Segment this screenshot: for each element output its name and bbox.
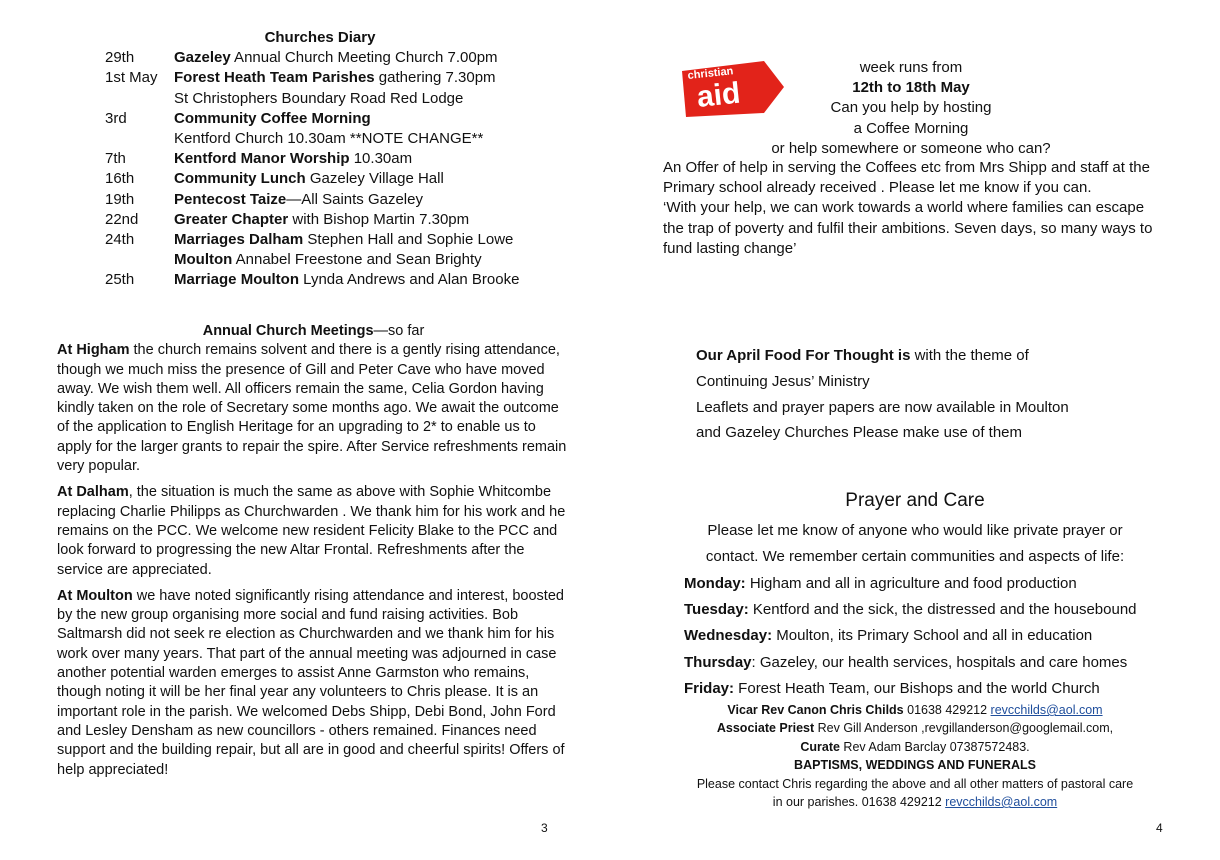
diary-row: 19th Pentecost Taize—All Saints Gazeley <box>105 190 423 208</box>
clergy-contacts: Vicar Rev Canon Chris Childs 01638 429212 revcchilds@aol.com Associate Priest Rev Gill Anderson ,revgillanderson@googlemail.com, Curate Rev Adam Barclay 07387572483. BAPTISMS, WEDDINGS AND FUNERALS Please contact Chris regarding the above and all other matters of pastoral care in our parishes. 01638 429212 revcchilds@aol.com <box>665 701 1165 811</box>
churches-diary <box>105 28 575 291</box>
diary-row: Moulton Annabel Freestone and Sean Brighty <box>174 251 482 269</box>
prayer-title: Prayer and Care <box>845 490 985 511</box>
diary-row: 22nd Greater Chapter with Bishop Martin 7.30pm <box>105 210 470 228</box>
diary-row: 7th Kentford Manor Worship 10.30am <box>105 150 413 168</box>
list-item: Monday: Higham and all in agriculture and food production <box>684 575 1077 592</box>
food-for-thought: Our April Food For Thought is with the theme of Continuing Jesus’ Ministry Leaflets and prayer papers are now available in Moulton and Gazeley Churches Please make use of them <box>696 347 1069 442</box>
svg-text:aid: aid <box>695 76 742 114</box>
svg-text:christian: christian <box>687 65 734 82</box>
diary-row: St Christophers Boundary Road Red Lodge <box>174 89 464 107</box>
dalham-paragraph: At Dalham, the situation is much the same as above with Sophie Whitcombe replacing Charlie Philipps as Churchwarden . We thank him for his work and he remains on the PCC. We welcome new resident Felicity Blake to the PCC and look forward to progressing the new Altar Frontal. Refreshments after the service are appreciated. <box>57 484 566 578</box>
diary-row: 24th Marriages Dalham Stephen Hall and Sophie Lowe <box>105 231 514 249</box>
list-item: Wednesday: Moulton, its Primary School and all in education <box>684 627 1093 645</box>
prayer-and-care: Prayer and Care Please let me know of anyone who would like private prayer or contact. We remember certain communities and aspects of life: Monday: Higham and all in agriculture and food production Tuesday: Kentford and the sick, the distressed and the housebound Wednesday: Moulton, its Primary School and all in education Thursday: Gazeley, our health services, hospitals and care homes Friday: Forest Heath Team, our Bishops and the world Church <box>670 487 1160 702</box>
higham-paragraph: At Higham the church remains solvent and there is a gently rising attendance, though we much miss the presence of Gill and Peter Cave who have moved away. We wish them well. All officers remain the same, Celia Gordon having kindly taken on the role of Secretary some months ago. We await the outcome of the application to English Heritage for an upgrading to 2* to enable us to apply for the larger grants to repair the spire. After Service refreshments remain very popular. <box>57 342 567 475</box>
diary-row: 29th Gazeley Annual Church Meeting Church 7.00pm <box>105 49 498 67</box>
list-item: Friday: Forest Heath Team, our Bishops and the world Church <box>684 679 1100 697</box>
diary-row: 1st May Forest Heath Team Parishes gathering 7.30pm <box>105 69 496 87</box>
diary-title: Churches Diary <box>264 29 376 46</box>
moulton-paragraph: At Moulton we have noted significantly rising attendance and interest, boosted by the new group organising more social and fund raising activities. Bob Saltmarsh did not seek re election as Churchwarden and we thank him for his work over many years. That part of the annual meeting was adjourned in case another potential warden emerges to assist Anne Garmston who remains, though noting it will be her final year any volunteers to Chris please. It is an important role in the parish. We welcomed Debs Shipp, Debi Bond, John Ford and Lesley Densham as new councillors - others remained. Finances need support and the building repair, but all are in good and cheerful spirits! Offers of help appreciated! <box>57 587 565 778</box>
list-item: Tuesday: Kentford and the sick, the distressed and the housebound <box>684 601 1137 619</box>
page-4 <box>610 0 1220 860</box>
contact-email-link[interactable]: revcchilds@aol.com <box>945 795 1058 810</box>
offer-text: An Offer of help in serving the Coffees etc from Mrs Shipp and staff at the Primary school already received . Please let me know if you can. <box>663 159 1150 197</box>
contact-heading: BAPTISMS, WEDDINGS AND FUNERALS <box>794 758 1036 773</box>
meetings-title: Annual Church Meetings—so far <box>202 323 425 339</box>
christian-aid-details <box>663 158 1163 259</box>
annual-meetings-section <box>57 322 570 787</box>
list-item: Thursday: Gazeley, our health services, hospitals and care homes <box>684 653 1128 671</box>
vicar-email-link[interactable]: revcchilds@aol.com <box>990 703 1103 717</box>
diary-row: 25th Marriage Moulton Lynda Andrews and Alan Brooke <box>105 271 520 289</box>
diary-row: Kentford Church 10.30am **NOTE CHANGE** <box>174 130 484 148</box>
page-number: 4 <box>1156 821 1163 835</box>
christian-aid-announcement: week runs from 12th to 18th May Can you help by hosting a Coffee Morning or help somewhere or someone who can? <box>771 59 1051 157</box>
page-number: 3 <box>541 821 548 835</box>
prayer-day-list <box>684 571 1160 702</box>
diary-row: 3rd Community Coffee Morning <box>105 109 371 127</box>
quote-text: ‘With your help, we can work towards a world where families can escape the trap of poverty and fulfil their ambitions. Seven days, so many ways to fund lasting change’ <box>663 199 1153 257</box>
diary-row: 16th Community Lunch Gazeley Village Hall <box>105 170 444 188</box>
